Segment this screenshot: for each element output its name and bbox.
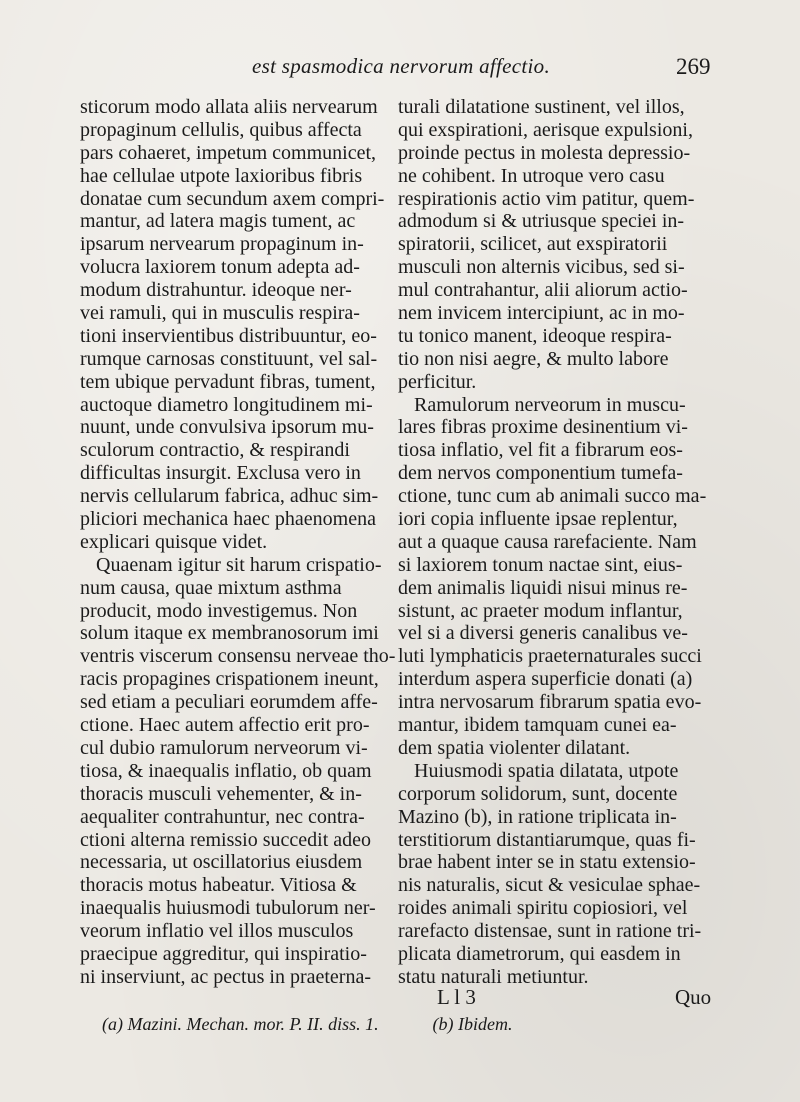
catchword: Quo bbox=[675, 985, 712, 1009]
text-line: dem nervos componentium tumefa- bbox=[398, 462, 683, 485]
text-line: iori copia influente ipsae replentur, bbox=[398, 508, 678, 531]
text-line: volucra laxiorem tonum adepta ad- bbox=[80, 256, 360, 279]
left-column bbox=[80, 96, 396, 989]
text-line: lares fibras proxime desinentium vi- bbox=[398, 416, 688, 439]
text-line: rarefacto distensae, sunt in ratione tri- bbox=[398, 920, 702, 943]
text-line: auctoque diametro longitudinem mi- bbox=[80, 393, 373, 416]
text-line: modum distrahuntur. ideoque ner- bbox=[80, 279, 352, 302]
text-line: perficitur. bbox=[398, 370, 477, 393]
text-line: rumque carnosas constituunt, vel sal- bbox=[80, 347, 378, 370]
text-line: mul contrahantur, alii aliorum actio- bbox=[398, 279, 688, 302]
text-line: tio non nisi aegre, & multo labore bbox=[398, 347, 669, 370]
text-line: musculi non alternis vicibus, sed si- bbox=[398, 256, 685, 279]
text-line: veorum inflatio vel illos musculos bbox=[80, 920, 354, 943]
text-line: tiosa, & inaequalis inflatio, ob quam bbox=[80, 759, 372, 782]
text-line: nem invicem intercipiunt, ac in mo- bbox=[398, 302, 685, 325]
text-line: ctioni alterna remissio succedit adeo bbox=[80, 828, 372, 851]
text-line: mantur, ad latera magis tument, ac bbox=[80, 210, 356, 233]
text-line: ne cohibent. In utroque vero casu bbox=[398, 164, 665, 187]
text-line: donatae cum secundum axem compri- bbox=[80, 187, 385, 210]
text-line: sculorum contractio, & respirandi bbox=[80, 439, 350, 462]
text-line: difficultas insurgit. Exclusa vero in bbox=[80, 462, 361, 485]
text-line: turali dilatatione sustinent, vel illos, bbox=[398, 96, 685, 118]
text-line: brae habent inter se in statu extensio- bbox=[398, 851, 696, 874]
text-line: spiratorii, scilicet, aut exspiratorii bbox=[398, 233, 668, 256]
text-line: ctione, tunc cum ab animali succo ma- bbox=[398, 485, 707, 508]
text-line: dem spatia violenter dilatant. bbox=[398, 736, 631, 759]
text-line: sed etiam a peculiari eorumdem affe- bbox=[80, 691, 378, 714]
text-line: producit, modo investigemus. Non bbox=[80, 599, 358, 622]
text-line: admodum si & utriusque speciei in- bbox=[398, 210, 685, 233]
text-line: ventris viscerum consensu nerveae tho- bbox=[80, 645, 396, 668]
text-line: nervis cellularum fabrica, adhuc sim- bbox=[80, 485, 379, 508]
running-head: est spasmodica nervorum affectio. bbox=[252, 54, 551, 78]
text-line: Huiusmodi spatia dilatata, utpote bbox=[414, 759, 679, 782]
text-line: vei ramuli, qui in musculis respira- bbox=[80, 302, 360, 325]
text-line: num causa, quae mixtum asthma bbox=[80, 576, 342, 599]
text-line: hae cellulae utpote laxioribus fibris bbox=[80, 164, 363, 187]
text-line: terstitiorum distantiarumque, quas fi- bbox=[398, 828, 696, 851]
text-line: propaginum cellulis, quibus affecta bbox=[80, 118, 362, 141]
text-line: respirationis actio vim patitur, quem- bbox=[398, 187, 695, 210]
text-line: proinde pectus in molesta depressio- bbox=[398, 141, 691, 164]
text-line: explicari quisque videt. bbox=[80, 530, 268, 553]
text-line: roides animali spiritu copiosiori, vel bbox=[398, 897, 688, 920]
text-line: pars cohaeret, impetum communicet, bbox=[80, 141, 377, 164]
footnote-b: (b) Ibidem. bbox=[432, 1014, 513, 1034]
text-line: vel si a diversi generis canalibus ve- bbox=[398, 622, 688, 645]
text-line: thoracis motus habeatur. Vitiosa & bbox=[80, 874, 357, 897]
text-line: si laxiorem tonum nactae sint, eius- bbox=[398, 553, 683, 576]
footnotes bbox=[102, 1014, 512, 1035]
text-line: dem animalis liquidi nisui minus re- bbox=[398, 576, 688, 599]
text-line: Quaenam igitur sit harum crispatio- bbox=[96, 553, 382, 576]
text-line: mantur, ibidem tamquam cunei ea- bbox=[398, 714, 677, 737]
page-number: 269 bbox=[676, 54, 711, 79]
text-line: tu tonico manent, ideoque respira- bbox=[398, 324, 672, 347]
text-line: necessaria, ut oscillatorius eiusdem bbox=[80, 851, 363, 874]
right-column bbox=[398, 96, 710, 989]
text-line: interdum aspera superficie donati (a) bbox=[398, 668, 693, 691]
footnote-a: (a) Mazini. Mechan. mor. P. II. diss. 1. bbox=[102, 1014, 379, 1034]
text-line: thoracis musculi vehementer, & in- bbox=[80, 782, 362, 805]
text-line: inaequalis huiusmodi tubulorum ner- bbox=[80, 897, 376, 920]
text-line: ipsarum nervearum propaginum in- bbox=[80, 233, 364, 256]
text-line: solum itaque ex membranosorum imi bbox=[80, 622, 379, 645]
text-line: Mazino (b), in ratione triplicata in- bbox=[398, 805, 677, 828]
text-line: Ramulorum nerveorum in muscu- bbox=[414, 393, 686, 416]
text-line: statu naturali metiuntur. bbox=[398, 965, 589, 988]
text-line: nuunt, unde convulsiva ipsorum mu- bbox=[80, 416, 374, 439]
text-line: luti lymphaticis praeternaturales succi bbox=[398, 645, 702, 668]
text-line: pliciori mechanica haec phaenomena bbox=[80, 508, 376, 531]
text-line: aut a quaque causa rarefaciente. Nam bbox=[398, 530, 697, 553]
signature-mark: L l 3 bbox=[437, 985, 476, 1009]
text-line: cul dubio ramulorum nerveorum vi- bbox=[80, 736, 368, 759]
text-line: intra nervosarum fibrarum spatia evo- bbox=[398, 691, 702, 714]
text-line: qui exspirationi, aerisque expulsioni, bbox=[398, 118, 693, 141]
text-line: nis naturalis, sicut & vesiculae sphae- bbox=[398, 874, 701, 897]
text-line: plicata diametrorum, qui easdem in bbox=[398, 942, 681, 965]
text-line: tem ubique pervadunt fibras, tument, bbox=[80, 370, 376, 393]
text-line: corporum solidorum, sunt, docente bbox=[398, 782, 678, 805]
text-line: praecipue aggreditur, qui inspiratio- bbox=[80, 942, 367, 965]
text-line: ni inserviunt, ac pectus in praeterna- bbox=[80, 965, 371, 988]
text-line: ctione. Haec autem affectio erit pro- bbox=[80, 714, 370, 737]
text-line: tioni inservientibus distribuuntur, eo- bbox=[80, 324, 377, 347]
text-line: racis propagines crispationem ineunt, bbox=[80, 668, 379, 691]
text-line: aequaliter contrahuntur, nec contra- bbox=[80, 805, 365, 828]
text-line: sistunt, ac praeter modum inflantur, bbox=[398, 599, 683, 622]
text-line: sticorum modo allata aliis nervearum bbox=[80, 96, 378, 118]
text-line: tiosa inflatio, vel fit a fibrarum eos- bbox=[398, 439, 683, 462]
